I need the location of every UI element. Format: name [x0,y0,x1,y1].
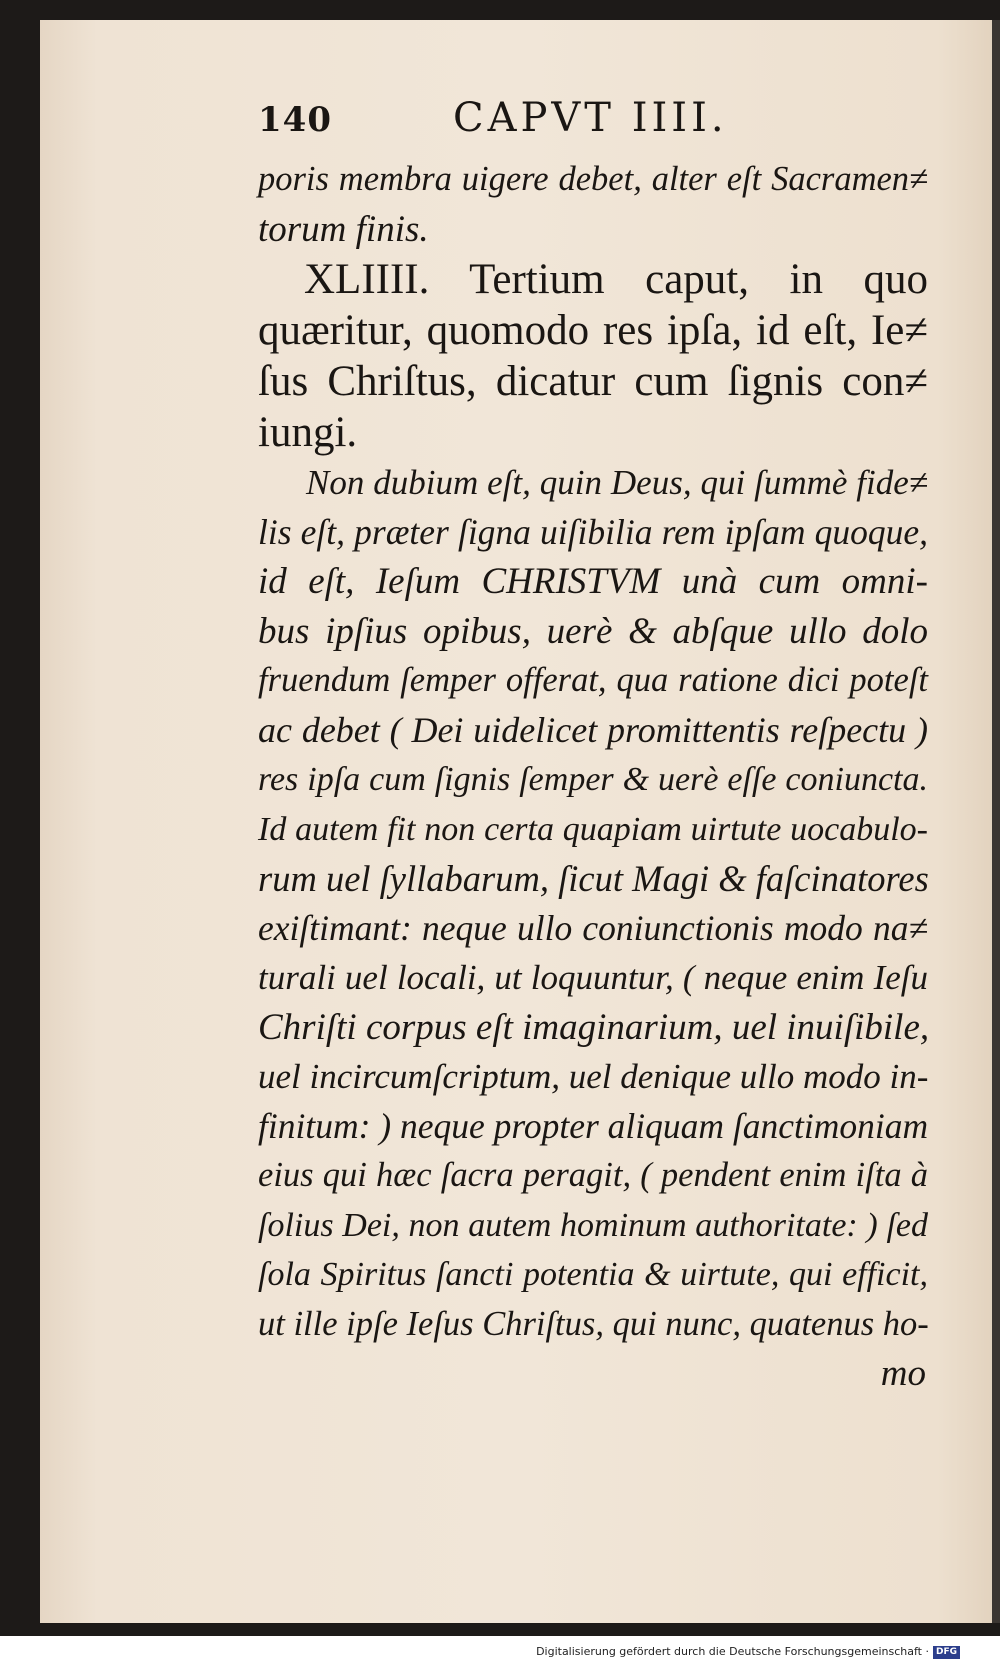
credit-text: Digitalisierung gefördert durch die Deutsche Forschungsgemeinschaft · [536,1645,929,1658]
dfg-logo: DFG [933,1646,960,1659]
page-number: 140 [258,100,332,140]
text-line: lis eſt, præter ſigna uiſibilia rem ipſam quoque, [258,511,928,552]
page-edge [992,20,1000,1623]
text-line: Chriſti corpus eſt imaginarium, uel inuiſibile, [258,1006,930,1048]
text-line: exiſtimant: neque ullo coniunctionis modo na≠ [258,907,928,948]
digitization-credit [536,1645,960,1659]
heading-line: quæritur, quomodo res ipſa, id eſt, Ie≠ [258,307,928,354]
body-paragraph [258,458,928,1349]
running-head [258,95,928,155]
text-line: torum finis. [258,208,429,250]
text-line: eius qui hæc ſacra peragit, ( pendent enim iſta à [258,1156,928,1194]
heading-line: XLIIII. Tertium caput, in quo [304,256,928,303]
text-line: Non dubium eſt, quin Deus, qui ſummè fide≠ [306,463,928,502]
running-title: CAPVT IIII. [453,95,728,141]
text-line: poris membra uigere debet, alter eſt Sacramen≠ [258,160,928,198]
text-line: ac debet ( Dei uidelicet promittentis reſpectu ) [258,709,928,750]
text-line: Id autem fit non certa quapiam uirtute uocabulo- [258,810,928,848]
catchword: mo [880,1353,926,1394]
heading-line: ſus Chriſtus, dicatur cum ſignis con≠ [258,358,928,405]
text-line: ut ille ipſe Ieſus Chriſtus, qui nunc, quatenus ho- [258,1304,929,1343]
text-line: bus ipſius opibus, uerè & abſque ullo dolo [258,610,928,652]
text-line: turali uel locali, ut loquuntur, ( neque enim Ieſu [258,958,928,997]
section-heading [258,254,928,458]
text-line: ſolius Dei, non autem hominum authoritate: ) ſed [258,1206,928,1244]
text-line: rum uel ſyllabarum, ſicut Magi & faſcinatores [258,858,929,899]
heading-line: iungi. [258,409,358,456]
text-line: res ipſa cum ſignis ſemper & uerè eſſe coniuncta. [258,761,928,798]
text-line: ſola Spiritus ſancti potentia & uirtute, qui efficit, [258,1256,928,1293]
intro-lines [258,155,928,254]
text-line: fruendum ſemper offerat, qua ratione dici poteſt [258,661,928,699]
text-line: id eſt, Ieſum CHRISTVM unà cum omni- [258,561,928,602]
text-line: finitum: ) neque propter aliquam ſanctimoniam [258,1105,929,1146]
text-line: uel incircumſcriptum, uel denique ullo modo in- [258,1057,929,1096]
text-block [258,95,928,1399]
